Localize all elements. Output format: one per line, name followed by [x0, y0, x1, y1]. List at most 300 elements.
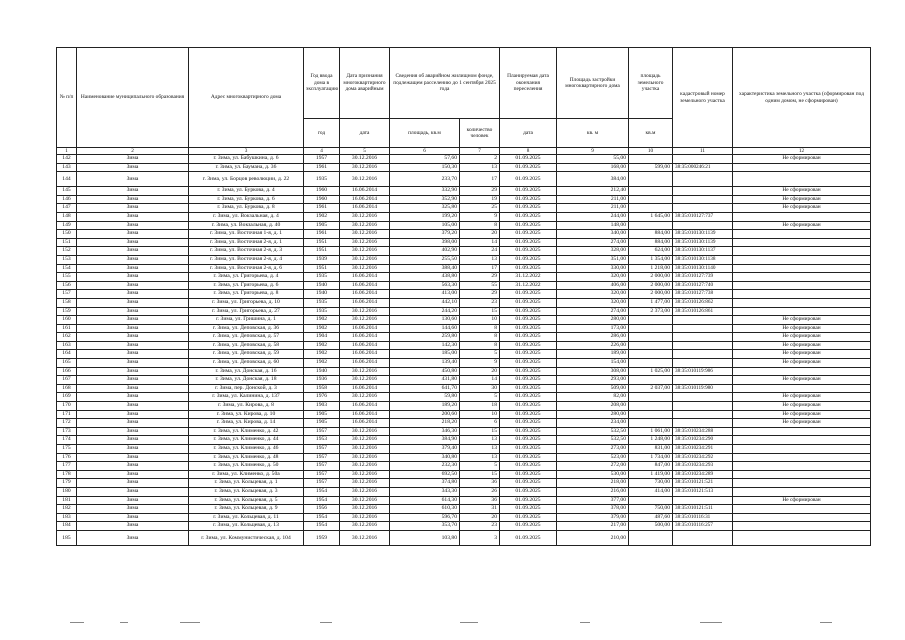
cadastral-cell: 38:35:010234:290	[673, 436, 733, 445]
year-cell: 1953	[304, 436, 340, 445]
subheader-planned: дата	[500, 119, 557, 148]
land-char-cell: Не сформирован	[733, 204, 871, 213]
area-cell: 103,80	[390, 530, 460, 545]
building-area-cell: 272,00	[557, 462, 629, 471]
year-cell: 1902	[304, 316, 340, 325]
row-number: 185	[57, 530, 77, 545]
area-cell: 353,70	[390, 522, 460, 531]
year-cell: 1954	[304, 513, 340, 522]
building-area-cell: 286,00	[557, 333, 629, 342]
address-cell: г. Зима, ул. Коммунистическая, д. 104	[189, 530, 304, 545]
cadastral-cell: 38:35:000246:21	[673, 163, 733, 172]
people-cell: 36	[460, 479, 500, 488]
row-number: 157	[57, 290, 77, 299]
planned-date-cell: 01.09.2025	[500, 419, 557, 428]
municipality-cell: Зима	[77, 470, 189, 479]
building-area-cell: 280,00	[557, 410, 629, 419]
area-cell: 144,60	[390, 324, 460, 333]
people-cell: 29	[460, 187, 500, 196]
recognition-date-cell: 30.12.2016	[340, 470, 390, 479]
year-cell: 1940	[304, 367, 340, 376]
land-char-cell: Не сформирован	[733, 195, 871, 204]
address-cell: г. Зима, ул. Кирова, д. 10	[189, 410, 304, 419]
municipality-cell: Зима	[77, 264, 189, 273]
planned-date-cell: 01.09.2025	[500, 530, 557, 545]
land-char-cell	[733, 298, 871, 307]
area-cell: 232,30	[390, 462, 460, 471]
row-number: 164	[57, 350, 77, 359]
cadastral-cell	[673, 376, 733, 385]
municipality-cell: Зима	[77, 163, 189, 172]
area-cell: 255,50	[390, 255, 460, 264]
planned-date-cell: 01.09.2025	[500, 496, 557, 505]
building-area-cell: 208,00	[557, 402, 629, 411]
building-area-cell: 532,50	[557, 436, 629, 445]
area-cell: 563,30	[390, 281, 460, 290]
table-row	[57, 281, 871, 290]
cadastral-cell	[673, 204, 733, 213]
recognition-date-cell: 30.12.2016	[340, 163, 390, 172]
row-number: 184	[57, 522, 77, 531]
area-cell: 57,60	[390, 155, 460, 164]
recognition-date-cell: 30.12.2016	[340, 155, 390, 164]
table-row	[57, 204, 871, 213]
address-cell: г. Зима, ул. Донская, д. 18	[189, 376, 304, 385]
land-char-cell	[733, 281, 871, 290]
year-cell: 1976	[304, 393, 340, 402]
cadastral-cell	[673, 221, 733, 230]
land-char-cell: Не сформирован	[733, 410, 871, 419]
land-char-cell	[733, 470, 871, 479]
table-row	[57, 359, 871, 368]
area-cell: 233,70	[390, 172, 460, 187]
municipality-cell: Зима	[77, 419, 189, 428]
land-area-cell: 730,00	[629, 479, 673, 488]
address-cell: г. Зима, ул. Калинина, д. 137	[189, 393, 304, 402]
municipality-cell: Зима	[77, 522, 189, 531]
table-row	[57, 307, 871, 316]
recognition-date-cell: 30.12.2016	[340, 316, 390, 325]
area-cell: 352,90	[390, 195, 460, 204]
municipality-cell: Зима	[77, 238, 189, 247]
municipality-cell: Зима	[77, 247, 189, 256]
building-area-cell: 379,00	[557, 513, 629, 522]
cadastral-cell: 38:35:010234:289	[673, 470, 733, 479]
cadastral-cell: 38:35:010130:1139	[673, 230, 733, 239]
people-cell: 13	[460, 445, 500, 454]
address-cell: г. Зима, ул. Григорьева, д. 4	[189, 273, 304, 282]
municipality-cell: Зима	[77, 384, 189, 393]
address-cell: г. Зима, ул. Клименко, д. 48	[189, 453, 304, 462]
municipality-cell: Зима	[77, 359, 189, 368]
land-char-cell: Не сформирован	[733, 333, 871, 342]
municipality-cell: Зима	[77, 273, 189, 282]
column-number: 4	[304, 148, 340, 155]
recognition-date-cell: 30.12.2016	[340, 367, 390, 376]
row-number: 161	[57, 324, 77, 333]
cadastral-cell	[673, 496, 733, 505]
land-char-cell	[733, 462, 871, 471]
land-char-cell	[733, 212, 871, 221]
table-row	[57, 298, 871, 307]
area-cell: 438,80	[390, 273, 460, 282]
area-cell: 325,80	[390, 204, 460, 213]
building-area-cell: 328,00	[557, 247, 629, 256]
municipality-cell: Зима	[77, 487, 189, 496]
recognition-date-cell: 30.12.2016	[340, 221, 390, 230]
land-area-cell: 2 373,00	[629, 307, 673, 316]
people-cell: 6	[460, 419, 500, 428]
planned-date-cell: 01.09.2025	[500, 427, 557, 436]
planned-date-cell: 01.09.2025	[500, 324, 557, 333]
address-cell: г. Зима, ул. Восточная 1-я, д. 1	[189, 230, 304, 239]
building-area-cell: 55,00	[557, 155, 629, 164]
municipality-cell: Зима	[77, 290, 189, 299]
recognition-date-cell: 30.12.2016	[340, 264, 390, 273]
people-cell: 15	[460, 427, 500, 436]
table-row	[57, 255, 871, 264]
year-cell: 1905	[304, 221, 340, 230]
planned-date-cell: 01.09.2025	[500, 195, 557, 204]
row-number: 148	[57, 212, 77, 221]
area-cell: 59,80	[390, 393, 460, 402]
address-cell: г. Зима, ул. Кольцевая, д. 9	[189, 505, 304, 514]
cadastral-cell	[673, 316, 733, 325]
subheader-building-area: кв. м	[557, 119, 629, 148]
row-number: 174	[57, 436, 77, 445]
area-cell: 384,90	[390, 436, 460, 445]
row-number: 169	[57, 393, 77, 402]
land-area-cell	[629, 187, 673, 196]
people-cell: 24	[460, 247, 500, 256]
cadastral-cell	[673, 341, 733, 350]
table-row	[57, 419, 871, 428]
area-cell: 610,30	[390, 505, 460, 514]
building-area-cell: 218,00	[557, 479, 629, 488]
row-number: 180	[57, 487, 77, 496]
cadastral-cell: 38:35:010127:739	[673, 273, 733, 282]
building-area-cell: 330,00	[557, 264, 629, 273]
cadastral-cell	[673, 333, 733, 342]
land-area-cell: 487,60	[629, 513, 673, 522]
column-numbers-row	[57, 148, 871, 155]
address-cell: г. Зима, ул. Григорьева, д. 8	[189, 290, 304, 299]
area-cell: 185,00	[390, 350, 460, 359]
municipality-cell: Зима	[77, 453, 189, 462]
land-area-cell: 1 419,00	[629, 470, 673, 479]
people-cell: 13	[460, 453, 500, 462]
planned-date-cell: 01.09.2025	[500, 393, 557, 402]
land-char-cell	[733, 384, 871, 393]
municipality-cell: Зима	[77, 212, 189, 221]
table-row	[57, 187, 871, 196]
building-area-cell: 82,00	[557, 393, 629, 402]
building-area-cell: 530,00	[557, 470, 629, 479]
planned-date-cell: 01.09.2025	[500, 367, 557, 376]
municipality-cell: Зима	[77, 341, 189, 350]
table-row	[57, 462, 871, 471]
recognition-date-cell: 16.06.2014	[340, 341, 390, 350]
row-number: 173	[57, 427, 77, 436]
row-number: 168	[57, 384, 77, 393]
planned-date-cell: 01.09.2025	[500, 436, 557, 445]
column-number: 5	[340, 148, 390, 155]
municipality-cell: Зима	[77, 187, 189, 196]
recognition-date-cell: 30.12.2016	[340, 172, 390, 187]
people-cell: 30	[460, 384, 500, 393]
building-area-cell: 293,00	[557, 376, 629, 385]
area-cell: 105,00	[390, 221, 460, 230]
address-cell: г. Зима, ул. Вокзальная, д. 40	[189, 221, 304, 230]
table-row	[57, 410, 871, 419]
address-cell: г. Зима, ул. Кольцевая, д. 13	[189, 522, 304, 531]
year-cell: 1905	[304, 410, 340, 419]
year-cell: 1961	[304, 163, 340, 172]
people-cell: 3	[460, 530, 500, 545]
table-row	[57, 436, 871, 445]
recognition-date-cell: 30.12.2016	[340, 505, 390, 514]
planned-date-cell: 01.09.2025	[500, 155, 557, 164]
people-cell: 29	[460, 290, 500, 299]
people-cell: 23	[460, 298, 500, 307]
table-row	[57, 367, 871, 376]
column-number: 2	[77, 148, 189, 155]
people-cell: 36	[460, 496, 500, 505]
year-cell: 1905	[304, 419, 340, 428]
land-area-cell	[629, 324, 673, 333]
address-cell: г. Зима, ул. Баумана, д. 36	[189, 163, 304, 172]
area-cell: 442,10	[390, 298, 460, 307]
land-char-cell	[733, 238, 871, 247]
table-row	[57, 172, 871, 187]
row-number: 171	[57, 410, 77, 419]
recognition-date-cell: 30.12.2016	[340, 307, 390, 316]
table-row	[57, 247, 871, 256]
land-area-cell: 1 477,00	[629, 298, 673, 307]
municipality-cell: Зима	[77, 350, 189, 359]
table-row	[57, 402, 871, 411]
building-area-cell: 378,00	[557, 505, 629, 514]
row-number: 147	[57, 204, 77, 213]
people-cell: 15	[460, 307, 500, 316]
row-number: 155	[57, 273, 77, 282]
land-char-cell	[733, 163, 871, 172]
area-cell: 346,30	[390, 427, 460, 436]
recognition-date-cell: 16.06.2014	[340, 298, 390, 307]
planned-date-cell: 01.09.2025	[500, 230, 557, 239]
year-cell: 1940	[304, 290, 340, 299]
address-cell: г. Зима, ул. Кольцевая, д. 11	[189, 513, 304, 522]
header-recognition-date: Дата признания многоквартирного дома аварийным	[340, 48, 390, 119]
cadastral-cell: 38:35:010121:511	[673, 505, 733, 514]
planned-date-cell: 01.09.2025	[500, 384, 557, 393]
planned-date-cell: 01.09.2025	[500, 505, 557, 514]
cadastral-cell: 38:35:010234:288	[673, 427, 733, 436]
land-char-cell: Не сформирован	[733, 350, 871, 359]
land-char-cell	[733, 290, 871, 299]
cadastral-cell: 38:35:010234:291	[673, 445, 733, 454]
table-row	[57, 384, 871, 393]
table-row	[57, 376, 871, 385]
land-char-cell	[733, 505, 871, 514]
municipality-cell: Зима	[77, 505, 189, 514]
municipality-cell: Зима	[77, 445, 189, 454]
recognition-date-cell: 16.06.2014	[340, 384, 390, 393]
land-char-cell	[733, 445, 871, 454]
land-char-cell: Не сформирован	[733, 187, 871, 196]
row-number: 176	[57, 453, 77, 462]
table-row	[57, 445, 871, 454]
year-cell: 1935	[304, 298, 340, 307]
planned-date-cell: 01.09.2025	[500, 221, 557, 230]
planned-date-cell: 01.09.2025	[500, 172, 557, 187]
land-char-cell	[733, 453, 871, 462]
subheader-people: количество человек	[460, 119, 500, 148]
address-cell: г. Зима, ул. Бабушкина, д. 6	[189, 155, 304, 164]
land-char-cell: Не сформирован	[733, 324, 871, 333]
land-char-cell	[733, 264, 871, 273]
row-number: 142	[57, 155, 77, 164]
people-cell: 20	[460, 367, 500, 376]
address-cell: г. Зима, ул. Клименко, д. 44	[189, 436, 304, 445]
people-cell: 26	[460, 487, 500, 496]
cadastral-cell: 38:35:010234:293	[673, 462, 733, 471]
people-cell: 19	[460, 195, 500, 204]
year-cell: 1935	[304, 273, 340, 282]
land-char-cell	[733, 307, 871, 316]
land-area-cell: 2 037,00	[629, 384, 673, 393]
table-row	[57, 453, 871, 462]
address-cell: г. Зима, ул. Кирова, д. 8	[189, 402, 304, 411]
table-row	[57, 290, 871, 299]
cadastral-cell: 38:35:010126:862	[673, 298, 733, 307]
recognition-date-cell: 16.06.2014	[340, 402, 390, 411]
municipality-cell: Зима	[77, 530, 189, 545]
municipality-cell: Зима	[77, 230, 189, 239]
recognition-date-cell: 30.12.2016	[340, 436, 390, 445]
recognition-date-cell: 30.12.2016	[340, 427, 390, 436]
cadastral-cell	[673, 324, 733, 333]
subheader-year: год	[304, 119, 340, 148]
planned-date-cell: 01.09.2025	[500, 462, 557, 471]
municipality-cell: Зима	[77, 155, 189, 164]
people-cell: 2	[460, 155, 500, 164]
area-cell: 379,20	[390, 230, 460, 239]
recognition-date-cell: 30.12.2016	[340, 522, 390, 531]
year-cell: 1935	[304, 172, 340, 187]
land-area-cell	[629, 172, 673, 187]
cadastral-cell	[673, 172, 733, 187]
recognition-date-cell: 16.06.2014	[340, 204, 390, 213]
building-area-cell: 320,00	[557, 298, 629, 307]
area-cell: 402,90	[390, 247, 460, 256]
building-area-cell: 406,00	[557, 281, 629, 290]
table-row	[57, 273, 871, 282]
address-cell: г. Зима, ул. Буркова, д. 4	[189, 187, 304, 196]
row-number: 149	[57, 221, 77, 230]
municipality-cell: Зима	[77, 402, 189, 411]
land-area-cell: 831,00	[629, 445, 673, 454]
area-cell: 374,80	[390, 479, 460, 488]
building-area-cell: 274,00	[557, 307, 629, 316]
table-row	[57, 324, 871, 333]
area-cell: 343,30	[390, 487, 460, 496]
building-area-cell: 189,00	[557, 350, 629, 359]
area-cell: 641,70	[390, 384, 460, 393]
land-char-cell	[733, 513, 871, 522]
year-cell: 1960	[304, 187, 340, 196]
cadastral-cell: 38:35:010127:737	[673, 212, 733, 221]
recognition-date-cell: 16.06.2014	[340, 187, 390, 196]
table-row	[57, 155, 871, 164]
table-row	[57, 163, 871, 172]
row-number: 144	[57, 172, 77, 187]
recognition-date-cell: 30.12.2016	[340, 496, 390, 505]
row-number: 181	[57, 496, 77, 505]
address-cell: г. Зима, ул. Деповская, д. 60	[189, 359, 304, 368]
cadastral-cell: 38:35:010126:861	[673, 307, 733, 316]
column-number: 3	[189, 148, 304, 155]
year-cell: 1957	[304, 155, 340, 164]
header-num: № п/п	[57, 48, 77, 148]
planned-date-cell: 01.09.2025	[500, 359, 557, 368]
planned-date-cell: 01.09.2025	[500, 316, 557, 325]
year-cell: 1936	[304, 376, 340, 385]
address-cell: г. Зима, ул. Восточная 2-я, д. 4	[189, 255, 304, 264]
land-char-cell: Не сформирован	[733, 419, 871, 428]
year-cell: 1951	[304, 264, 340, 273]
land-area-cell	[629, 359, 673, 368]
cadastral-cell: 38:35:010116:257	[673, 522, 733, 531]
year-cell: 1903	[304, 402, 340, 411]
header-land-area: площадь земельного участка	[629, 48, 673, 119]
municipality-cell: Зима	[77, 255, 189, 264]
address-cell: г. Зима, ул. Деповская, д. 59	[189, 350, 304, 359]
recognition-date-cell: 16.06.2014	[340, 273, 390, 282]
row-number: 159	[57, 307, 77, 316]
recognition-date-cell: 30.12.2016	[340, 255, 390, 264]
land-area-cell	[629, 419, 673, 428]
planned-date-cell: 01.09.2025	[500, 264, 557, 273]
subheader-area: площадь, кв.м	[390, 119, 460, 148]
emergency-housing-table	[56, 47, 871, 546]
planned-date-cell: 01.09.2025	[500, 333, 557, 342]
address-cell: г. Зима, ул. Клименко, д. 46	[189, 445, 304, 454]
people-cell: 17	[460, 264, 500, 273]
table-row	[57, 221, 871, 230]
land-char-cell	[733, 230, 871, 239]
row-number: 165	[57, 359, 77, 368]
row-number: 183	[57, 513, 77, 522]
land-char-cell: Не сформирован	[733, 402, 871, 411]
planned-date-cell: 01.09.2025	[500, 410, 557, 419]
municipality-cell: Зима	[77, 496, 189, 505]
planned-date-cell: 31.12.2022	[500, 281, 557, 290]
area-cell: 614,30	[390, 496, 460, 505]
people-cell: 25	[460, 204, 500, 213]
building-area-cell: 234,00	[557, 419, 629, 428]
planned-date-cell: 01.09.2025	[500, 350, 557, 359]
recognition-date-cell: 30.12.2016	[340, 376, 390, 385]
land-char-cell	[733, 367, 871, 376]
table-row	[57, 195, 871, 204]
column-number: 6	[390, 148, 460, 155]
address-cell: г. Зима, пер. Донской, д. 3	[189, 384, 304, 393]
document-page	[56, 47, 870, 546]
land-area-cell: 884,00	[629, 238, 673, 247]
planned-date-cell: 01.09.2025	[500, 513, 557, 522]
people-cell: 15	[460, 470, 500, 479]
